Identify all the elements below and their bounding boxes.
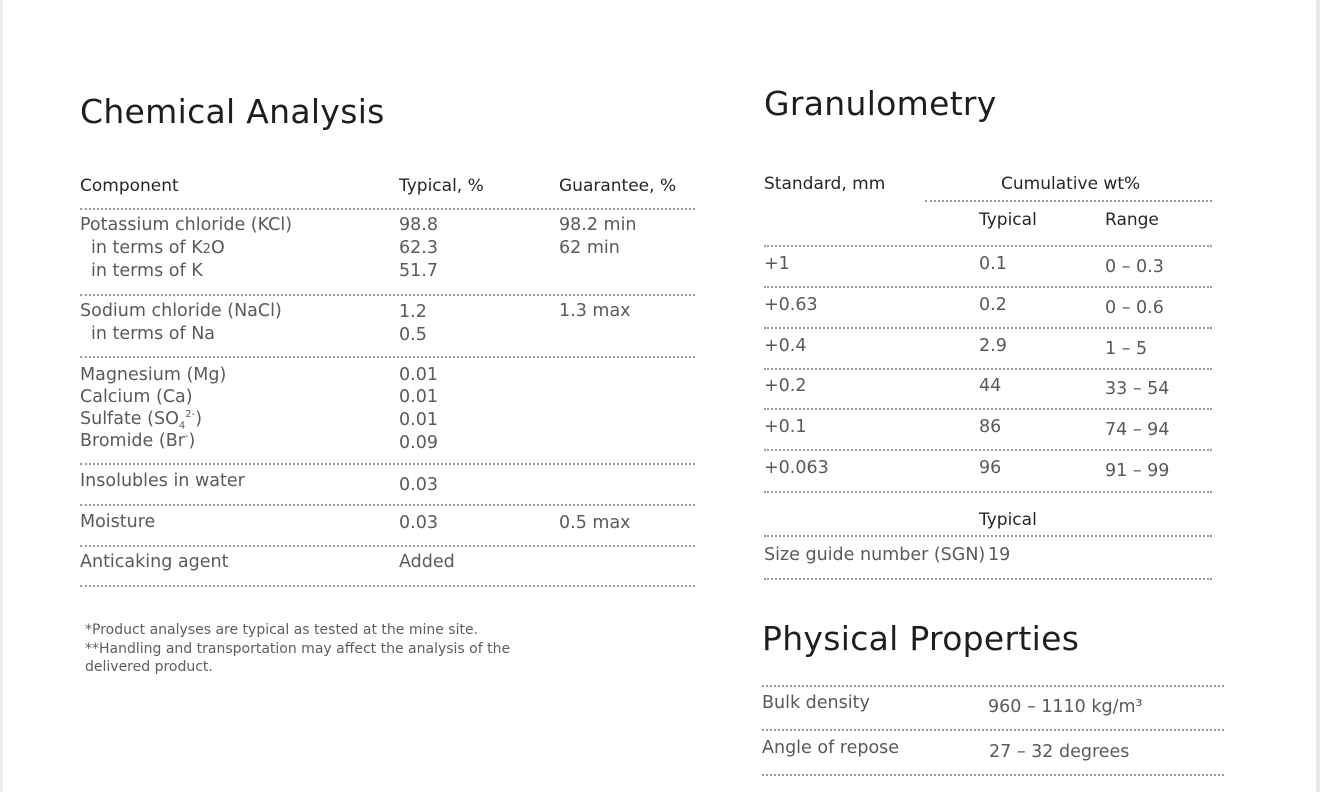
divider [762,729,1224,731]
page-edge-right [1316,0,1320,792]
divider [764,408,1212,410]
divider [764,286,1212,288]
row-typical: 2.9 [979,336,1007,356]
divider [764,327,1212,329]
row-guarantee: 1.3 max [559,301,631,321]
footnote-line: delivered product. [85,659,213,675]
row-label: Bromide (Br-) [80,431,196,451]
row-label: in terms of K [91,261,203,281]
row-typical: 0.01 [399,365,438,385]
divider [764,491,1212,493]
row-typical: 51.7 [399,261,438,281]
row-typical: 96 [979,458,1002,478]
row-guarantee: 0.5 max [559,513,631,533]
row-standard: +0.063 [764,458,829,478]
page-edge-left [0,0,3,792]
row-label: in terms of Na [91,324,216,344]
divider [764,449,1212,451]
granulometry-title: Granulometry [764,84,997,123]
row-label: Sodium chloride (NaCl) [80,301,282,321]
divider [925,200,1212,202]
divider [80,294,695,296]
row-typical: 0.01 [399,387,438,407]
row-range: 0 – 0.3 [1105,257,1164,277]
divider [80,356,695,358]
divider [762,774,1224,776]
divider [764,245,1212,247]
divider [764,535,1212,537]
bulk-density-value: 960 – 1110 kg/m³ [988,697,1143,717]
row-range: 91 – 99 [1105,461,1170,481]
header-typical: Typical, % [399,176,484,196]
header-standard: Standard, mm [764,174,886,194]
footnote [85,621,510,677]
row-standard: +0.1 [764,417,807,437]
row-typical: 0.09 [399,433,438,453]
sgn-value: 19 [988,545,1011,565]
row-standard: +0.2 [764,376,807,396]
row-typical: 0.01 [399,410,438,430]
chemical-analysis-title: Chemical Analysis [80,92,385,131]
angle-of-repose-label: Angle of repose [762,738,900,758]
row-range: 33 – 54 [1105,379,1170,399]
row-guarantee: 98.2 min [559,215,637,235]
physical-properties-title: Physical Properties [762,619,1080,658]
row-guarantee: 62 min [559,238,620,258]
row-typical: 0.03 [399,513,438,533]
header-guarantee: Guarantee, % [559,176,677,196]
angle-of-repose-value: 27 – 32 degrees [989,742,1130,762]
divider [764,368,1212,370]
row-range: 0 – 0.6 [1105,298,1164,318]
row-standard: +1 [764,254,790,274]
divider [80,504,695,506]
divider [80,585,695,587]
row-typical: 0.5 [399,325,427,345]
row-typical: 98.8 [399,215,438,235]
footnote-line: **Handling and transportation may affect the analysis of the [85,640,511,657]
divider [80,208,695,210]
row-label: Sulfate $(SO_4^{2-})$ [80,409,203,432]
row-typical: 0.2 [979,295,1007,315]
divider [80,545,695,547]
row-label: Insolubles in water [80,471,245,491]
row-typical: 0.1 [979,254,1007,274]
header-range: Range [1105,210,1159,230]
sgn-header-typical: Typical [979,510,1037,530]
row-typical: 86 [979,417,1002,437]
divider [80,463,695,465]
sgn-label: Size guide number (SGN) [764,545,986,565]
row-label: in terms of K2O [91,238,225,258]
row-label: Anticaking agent [80,552,229,572]
divider [764,578,1212,580]
row-range: 74 – 94 [1105,420,1170,440]
row-label: Moisture [80,512,156,532]
row-typical: 62.3 [399,238,438,258]
row-typical: Added [399,552,455,572]
bulk-density-label: Bulk density [762,693,870,713]
header-component: Component [80,176,179,196]
footnote-line: *Product analyses are typical as tested at the mine site. [85,622,479,638]
row-label: Magnesium (Mg) [80,365,227,385]
row-standard: +0.63 [764,295,818,315]
row-label: Potassium chloride (KCl) [80,215,293,235]
row-typical: 44 [979,376,1002,396]
row-label: Calcium (Ca) [80,387,193,407]
divider [762,685,1224,687]
header-cumulative: Cumulative wt% [1001,174,1141,194]
row-range: 1 – 5 [1105,339,1148,359]
header-typical: Typical [979,210,1037,230]
row-typical: 1.2 [399,302,427,322]
row-typical: 0.03 [399,475,438,495]
row-standard: +0.4 [764,336,807,356]
